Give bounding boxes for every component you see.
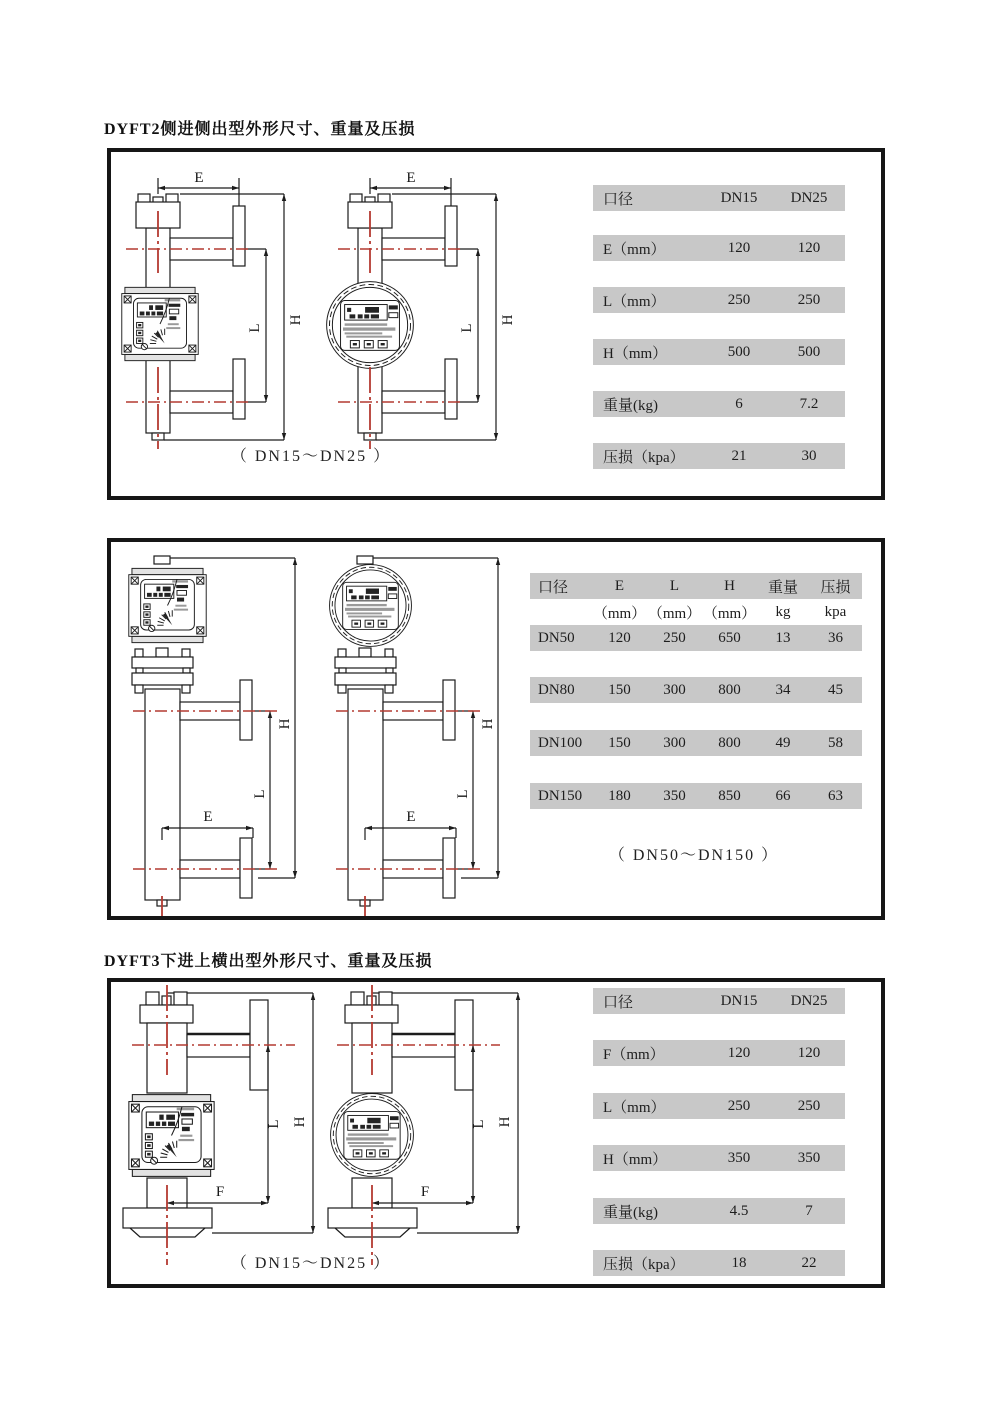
cell: DN150 (538, 787, 583, 804)
unit-kpa: kpa (824, 603, 847, 620)
table-row-e (593, 235, 845, 261)
unit-kg: kg (775, 603, 791, 620)
table-row-h (593, 1145, 845, 1171)
table-row-weight (593, 1198, 845, 1224)
dim-label-e: E (406, 170, 416, 186)
dn50-150-table-header-row (530, 573, 862, 599)
table-row-dn100 (530, 730, 862, 756)
cell: 150 (608, 681, 631, 698)
dyft2-drawing-round-head (324, 152, 534, 462)
cell: 120 (608, 629, 631, 646)
table-row-f (593, 1040, 845, 1066)
dim-label-h: H (292, 1116, 308, 1128)
row-label: 压损（kpa） (603, 449, 685, 466)
cell: 66 (775, 787, 791, 804)
dim-label-h: H (288, 314, 304, 326)
cell: 34 (775, 681, 791, 698)
row-label: L（mm） (603, 1099, 666, 1116)
dim-label-h: H (497, 1116, 513, 1128)
table-row-dn80 (530, 677, 862, 703)
cell: 63 (828, 787, 843, 804)
table-row-l (593, 1093, 845, 1119)
dyft3-col-diameter: 口径 (603, 994, 634, 1011)
table-row-h (593, 339, 845, 365)
dn50-150-drawing-round-head (321, 556, 506, 916)
dim-label-l: L (247, 323, 263, 333)
cell: 800 (718, 734, 741, 751)
row-value-dn25: 7 (805, 1202, 813, 1219)
row-value-dn25: 7.2 (799, 395, 819, 412)
dyft2-col-dn25: DN25 (790, 189, 828, 206)
dyft2-size-range-caption: （ DN15～DN25 ） (230, 448, 392, 465)
dim-label-e: E (406, 809, 416, 825)
col-l: L (669, 577, 680, 594)
row-value-dn25: 120 (797, 1044, 821, 1061)
row-label: 重量(kg) (603, 1204, 658, 1221)
col-pressure-loss: 压损 (820, 579, 851, 596)
row-value-dn15: 500 (727, 343, 751, 360)
cell: DN50 (538, 629, 575, 646)
dyft2-table-header-row (593, 185, 845, 211)
col-h: H (724, 577, 735, 594)
cell: 650 (718, 629, 741, 646)
unit-mm: （mm） (592, 605, 647, 622)
cell: 350 (663, 787, 686, 804)
row-value-dn15: 6 (735, 395, 743, 412)
dim-label-l: L (455, 789, 471, 799)
dim-label-l: L (471, 1119, 487, 1129)
row-value-dn25: 250 (797, 291, 821, 308)
cell: DN80 (538, 681, 575, 698)
dyft3-drawing-square-head (120, 985, 320, 1275)
row-value-dn25: 350 (797, 1149, 821, 1166)
table-row-weight (593, 391, 845, 417)
cell: DN100 (538, 734, 583, 751)
col-e: E (614, 577, 625, 594)
cell: 800 (718, 681, 741, 698)
row-label: H（mm） (603, 1151, 668, 1168)
col-diameter: 口径 (538, 579, 569, 596)
dim-label-e: E (203, 809, 213, 825)
dim-label-f: F (215, 1184, 225, 1200)
cell: 300 (663, 681, 686, 698)
dn50-150-drawing-square-head (118, 556, 303, 916)
unit-mm: （mm） (702, 605, 757, 622)
dim-label-h: H (277, 718, 293, 730)
table-row-pressure-loss (593, 1250, 845, 1276)
cell: 300 (663, 734, 686, 751)
row-value-dn25: 250 (797, 1097, 821, 1114)
row-value-dn15: 120 (727, 1044, 751, 1061)
row-value-dn15: 350 (727, 1149, 751, 1166)
cell: 36 (828, 629, 843, 646)
row-value-dn25: 120 (797, 239, 821, 256)
col-weight: 重量 (767, 579, 798, 596)
dn50-150-size-range-caption: （ DN50～DN150 ） (608, 847, 780, 864)
row-value-dn25: 22 (801, 1254, 817, 1271)
row-value-dn15: 18 (731, 1254, 747, 1271)
row-value-dn15: 250 (727, 1097, 751, 1114)
dyft3-size-range-caption: （ DN15～DN25 ） (230, 1255, 392, 1272)
row-label: 重量(kg) (603, 397, 658, 414)
dn50-150-table-units-row (530, 599, 862, 625)
dim-label-e: E (194, 170, 204, 186)
row-label: F（mm） (603, 1046, 665, 1063)
unit-mm: （mm） (647, 605, 702, 622)
dim-label-h: H (480, 718, 496, 730)
dyft2-section-title: DYFT2侧进侧出型外形尺寸、重量及压损 (104, 121, 416, 138)
table-row-dn50 (530, 625, 862, 651)
row-label: L（mm） (603, 293, 666, 310)
dyft2-drawing-square-head (112, 152, 322, 462)
dyft3-section-title: DYFT3下进上横出型外形尺寸、重量及压损 (104, 953, 433, 970)
dyft2-col-dn15: DN15 (720, 189, 758, 206)
dyft3-diagram-panel (107, 978, 885, 1288)
cell: 250 (663, 629, 686, 646)
row-value-dn25: 30 (801, 447, 817, 464)
dim-label-f: F (420, 1184, 430, 1200)
dim-label-l: L (459, 323, 475, 333)
dyft3-col-dn15: DN15 (720, 992, 758, 1009)
dim-label-l: L (266, 1119, 282, 1129)
cell: 49 (775, 734, 791, 751)
cell: 850 (718, 787, 741, 804)
row-label: H（mm） (603, 345, 668, 362)
cell: 180 (608, 787, 631, 804)
cell: 58 (828, 734, 843, 751)
dyft3-col-dn25: DN25 (790, 992, 828, 1009)
dn50-150-diagram-panel (107, 538, 885, 920)
table-row-pressure-loss (593, 443, 845, 469)
dyft3-table-header-row (593, 988, 845, 1014)
row-value-dn15: 21 (731, 447, 747, 464)
row-value-dn15: 250 (727, 291, 751, 308)
cell: 13 (775, 629, 791, 646)
dyft3-drawing-round-head (325, 985, 525, 1275)
cell: 150 (608, 734, 631, 751)
dim-label-h: H (500, 314, 516, 326)
row-label: 压损（kpa） (603, 1256, 685, 1273)
cell: 45 (828, 681, 843, 698)
dim-label-l: L (252, 789, 268, 799)
table-row-dn150 (530, 783, 862, 809)
row-value-dn15: 4.5 (729, 1202, 749, 1219)
row-label: E（mm） (603, 241, 666, 258)
row-value-dn25: 500 (797, 343, 821, 360)
dyft2-col-diameter: 口径 (603, 191, 634, 208)
dyft2-diagram-panel (107, 148, 885, 500)
table-row-l (593, 287, 845, 313)
row-value-dn15: 120 (727, 239, 751, 256)
